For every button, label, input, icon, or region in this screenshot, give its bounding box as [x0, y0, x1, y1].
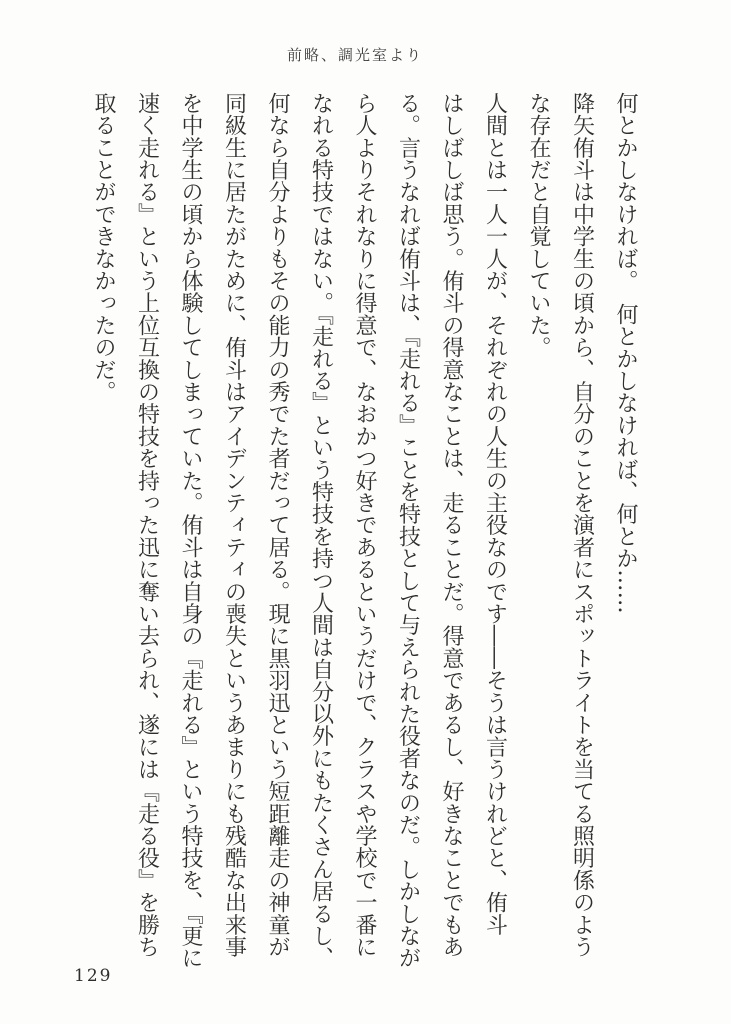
text-line: 降矢侑斗は中学生の頃から、自分のことを演者にスポットライトを当てる照明係のよう — [569, 92, 595, 958]
text-line: を中学生の頃から体験してしまっていた。侑斗は自身の『走れる』という特技を、『更に — [178, 92, 203, 969]
text-line: ら人よりそれなりに得意で、なおかつ好きであるというだけで、クラスや学校で一番に — [352, 92, 377, 958]
text-line: はしばしば思う。侑斗の得意なことは、走ることだ。得意であるし、好きなことでもあ — [439, 92, 464, 958]
text-line: な存在だと自覚していた。 — [526, 92, 551, 359]
text-body — [82, 92, 648, 968]
text-line: 速く走れる』という上位互換の特技を持った迅に奪い去られ、遂には『走る役』を勝ち — [134, 92, 160, 958]
text-line: なれる特技ではない。『走れる』という特技を持つ人間は自分以外にもたくさん居るし、 — [308, 92, 334, 969]
running-title: 前略、調光室より — [287, 46, 424, 64]
text-line: 何とかしなければ。 何とかしなければ、何とか…… — [613, 92, 638, 614]
text-line: 同級生に居たがために、侑斗はアイデンティティの喪失というあまりにも残酷な出来事 — [221, 92, 247, 958]
text-line: る。言うなれば侑斗は、『走れる』ことを特技として与えられた役者なのだ。しかしなが — [395, 92, 421, 969]
page-number: 129 — [74, 966, 113, 986]
text-line: 取ることができなかったのだ。 — [91, 92, 116, 403]
text-line: 何なら自分よりもその能力の秀でた者だって居る。現に黒羽迅という短距離走の神童が — [265, 92, 290, 958]
text-line: 人間とは一人一人が、それぞれの人生の主役なのです――そうは言うけれどと、侑斗 — [482, 92, 508, 936]
